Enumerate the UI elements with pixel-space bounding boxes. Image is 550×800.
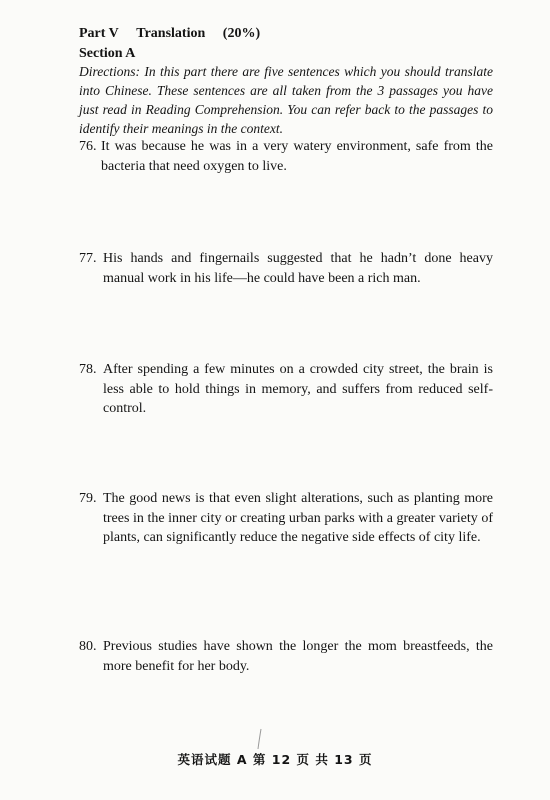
translation-item-80 — [79, 637, 493, 676]
item-sentence: After spending a few minutes on a crowded city street, the brain is less able to hold things in memory, and suffers from reduced self-control. — [103, 362, 493, 416]
directions-text: Directions: In this part there are five sentences which you should translate into Chinese. These sentences are all taken from the 3 passages you have just read in Reading Comprehension. You can refer back to the passages to identify their meanings in the context. — [79, 64, 493, 136]
item-sentence: His hands and fingernails suggested that he hadn’t done heavy manual work in his life—he could have been a rich man. — [103, 251, 493, 286]
part-title: Translation — [136, 26, 206, 41]
item-sentence: Previous studies have shown the longer the mom breastfeeds, the more benefit for her body. — [103, 639, 493, 674]
item-number: 78. — [79, 362, 97, 377]
item-number: 76. — [79, 139, 97, 154]
part-heading — [79, 24, 260, 44]
translation-item-79 — [79, 489, 493, 548]
translation-item-76 — [79, 137, 493, 176]
pencil-mark-icon — [256, 728, 264, 750]
item-number: 77. — [79, 251, 97, 266]
page-footer: 英语试题 A 第 12 页 共 13 页 — [177, 752, 373, 767]
item-sentence: It was because he was in a very watery environment, safe from the bacteria that need oxygen to live. — [101, 139, 493, 174]
item-sentence: The good news is that even slight alterations, such as planting more trees in the inner city or creating urban parks with a greater variety of plants, can significantly reduce the negative side effects of city life. — [103, 491, 493, 545]
part-weight: (20%) — [222, 26, 261, 41]
section-heading: Section A — [79, 46, 136, 61]
translation-item-77 — [79, 249, 493, 288]
item-number: 79. — [79, 491, 97, 506]
translation-item-78 — [79, 360, 493, 419]
part-label: Part V — [79, 26, 119, 41]
item-number: 80. — [79, 639, 97, 654]
